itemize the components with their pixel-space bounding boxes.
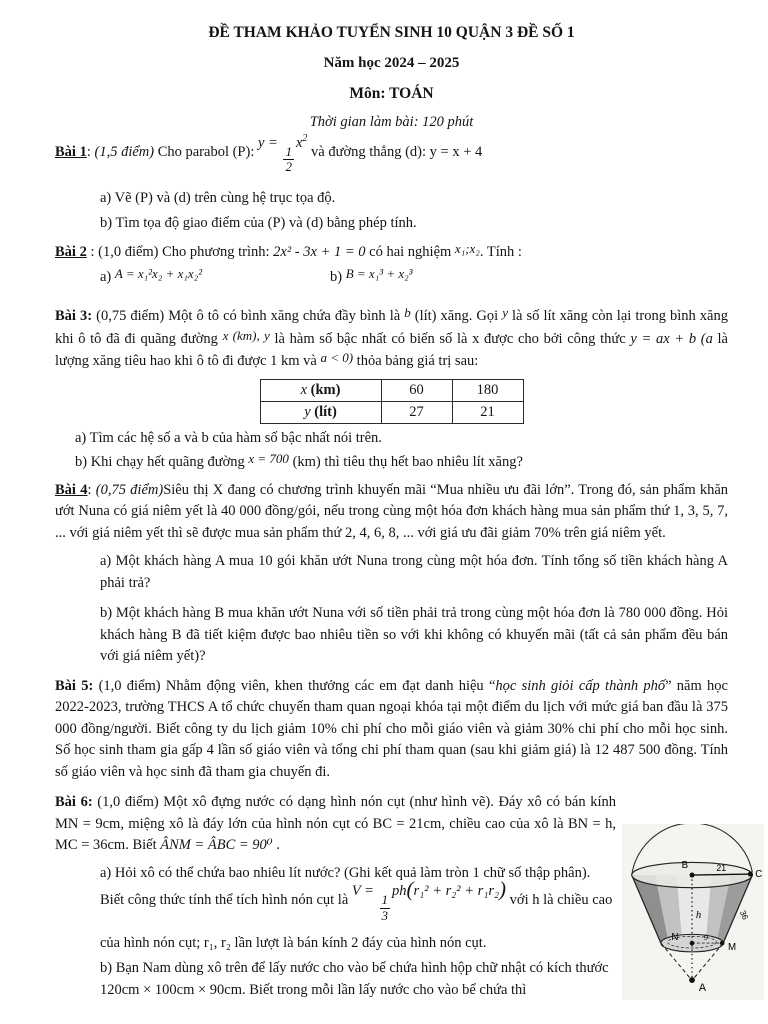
bai3-seg6: km và xyxy=(277,353,321,370)
bai6-item-b: b) Bạn Nam dùng xô trên để lấy nước cho vào bể chứa hình hộp chữ nhật có kích thước 120cm × 100cm × 90cm. Biết trong mỗi lần lấy nước cho vào bể chứa thì xyxy=(100,960,609,998)
bai5-label: Bài 5: xyxy=(55,677,94,694)
section-bai4 xyxy=(55,480,728,668)
vf-open-paren: ( xyxy=(406,877,414,902)
section-bai5 xyxy=(55,676,728,784)
figure-label-9: 9 xyxy=(703,933,708,943)
bai5-seg1: (1,0 điểm) Nhằm động viên, khen thưởng các em đạt danh hiệu “ xyxy=(93,677,496,694)
figure-label-c: C xyxy=(755,869,763,881)
bai3-math-a0: a < 0) xyxy=(320,350,354,366)
bai2-item-b-label: b) xyxy=(330,269,343,286)
radius-bc-line xyxy=(692,874,750,875)
bai2-sep: : xyxy=(86,243,99,260)
bai3-item-b xyxy=(75,451,728,474)
point-c-dot xyxy=(748,872,753,877)
section-bai6 xyxy=(55,792,763,1001)
bai3-item-b-math: x = 700 xyxy=(248,451,289,467)
bai2-mid: có hai nghiệm xyxy=(365,243,455,260)
bai2-items xyxy=(100,266,728,299)
table-cell-y1: 27 xyxy=(381,401,452,423)
bai6-formula-after: với h là chiều cao của hình nón cụt; r₁, r₂ lần lượt là bán kính 2 đáy của hình nón cụt. xyxy=(100,892,613,951)
bai3-seg4: là hàm số bậc nhất có biến số là x được cho bởi công thức xyxy=(269,330,631,347)
bai1-parabola-formula xyxy=(258,128,307,175)
section-bai2 xyxy=(55,241,728,300)
bai4-points: (0,75 điểm) xyxy=(95,481,164,498)
value-table xyxy=(260,379,524,424)
bai1-formula-sup: 2 xyxy=(302,133,308,144)
bai4-item-b: b) Một khách hàng B mua khăn ướt Nuna với số tiền phải trả trong cùng một hóa đơn là 780 000 đồng. Hỏi khách hàng B đã tiết kiệm được bao nhiêu tiền so với khi không có khuyến mãi (tất cả sản phẩm đều bán với giá niêm yết)? xyxy=(100,605,728,665)
bai2-heading xyxy=(55,241,728,264)
table-header-y: y (lít) xyxy=(260,401,381,423)
bai3-item-a: a) Tìm các hệ số a và b của hàm số bậc nhất nói trên. xyxy=(75,429,382,446)
bai3-math-y: y xyxy=(502,305,508,321)
table-cell-x2: 180 xyxy=(452,379,523,401)
vf-body: r₁² + r₂² + r₁r₂ xyxy=(413,883,500,900)
frustum-svg xyxy=(622,824,764,1000)
bai2-item-b xyxy=(330,266,413,299)
figure-label-a: A xyxy=(698,982,706,995)
bai4-item-a: a) Một khách hàng A mua 10 gói khăn ướt Nuna trong cùng một hóa đơn. Tính tổng số tiền khách hàng A phải trả? xyxy=(100,553,728,591)
duration-line: Thời gian làm bài: 120 phút xyxy=(309,114,474,130)
bai3-seg7: thỏa bảng giá trị sau: xyxy=(353,353,479,370)
bai4-body xyxy=(55,480,728,545)
figure-label-b: B xyxy=(681,860,689,872)
bai1-after: và đường thẳng (d): y = x + 4 xyxy=(311,143,483,160)
vf-close-paren: ) xyxy=(499,877,507,902)
vf-mid: ph xyxy=(392,883,407,900)
bai1-item-b: b) Tìm tọa độ giao điểm của (P) và (d) bằng phép tính. xyxy=(100,215,417,232)
figure-label-h: h xyxy=(695,909,702,922)
bai1-points: (1,5 điểm) xyxy=(94,143,155,160)
bai2-equation: 2x² - 3x + 1 = 0 xyxy=(273,243,366,260)
bai3-seg1: Một ô tô có bình xăng chứa đầy bình là xyxy=(164,308,405,325)
bai2-item-a-label: a) xyxy=(100,269,112,286)
school-year: Năm học 2024 – 2025 xyxy=(323,55,460,71)
bai2-label: Bài 2 xyxy=(55,243,87,260)
section-bai3 xyxy=(55,305,728,474)
bai3-item-b-pre: b) Khi chạy hết quãng đường xyxy=(75,454,249,471)
bai2-item-a-formula: A = x₁²x₂ + x₁x₂² xyxy=(114,266,203,282)
bai3-math-1: 1 xyxy=(270,353,278,370)
table-cell-y2: 21 xyxy=(452,401,523,423)
bai6-label: Bài 6: xyxy=(55,794,93,811)
figure-label-36: 36 xyxy=(737,909,750,922)
fraction-one-half: $\frac{1}{2}$ xyxy=(285,143,292,175)
fraction-one-third: $\frac{1}{3}$ xyxy=(381,892,389,923)
bai4-label: Bài 4 xyxy=(55,481,88,498)
bai4-sep: : xyxy=(87,481,96,498)
table-row-y xyxy=(260,401,523,423)
bai2-roots: x₁;x₂ xyxy=(454,240,480,256)
figure-label-21: 21 xyxy=(716,863,727,874)
bai2-tail: . Tính : xyxy=(479,243,522,260)
bai3-math-eq: y = ax + b (a xyxy=(630,330,713,347)
table-header-x: x (km) xyxy=(260,379,381,401)
exam-title: ĐỀ THAM KHẢO TUYỂN SINH 10 QUẬN 3 ĐỀ SỐ 1 xyxy=(208,24,575,41)
bai4-text: Siêu thị X đang có chương trình khuyến mãi “Mua nhiều ưu đãi lớn”. Trong đó, sản phẩm khăn ướt Nuna có giá niêm yết là 40 000 đồng/gói, nếu trong cùng một hóa đơn khách hàng mua sản phẩm thứ 1, 3, 5, 7, ... với giá niêm yết thì sẽ được mua sản phẩm thứ 2, 4, 6, 8, ... với giá ưu đãi giảm 70% trên giá niêm yết. xyxy=(55,481,729,541)
bai6-item-a: a) Hỏi xô có thể chứa bao nhiêu lít nước? (Ghi kết quả làm tròn 1 chữ số thập phân). xyxy=(100,864,591,881)
bai1-item-a: a) Vẽ (P) và (d) trên cùng hệ trục tọa độ. xyxy=(100,189,336,206)
subject-line: Môn: TOÁN xyxy=(349,85,434,102)
volume-formula xyxy=(352,879,506,923)
bai2-intro: Cho phương trình: xyxy=(158,243,274,260)
figure-label-n: N xyxy=(671,932,679,944)
bai1-intro: Cho parabol (P): xyxy=(154,143,258,160)
bai3-body xyxy=(55,305,728,373)
bai3-item-b-post: (km) thì tiêu thụ hết bao nhiêu lít xăng? xyxy=(288,454,523,471)
bai3-seg3: là số lít xăng còn lại trong bình xăng khi ô tô đã đi quãng đường xyxy=(55,308,728,347)
bai3-seg2: (lít) xăng. Gọi xyxy=(410,308,503,325)
bai1-formula-lead: y = xyxy=(257,134,282,151)
point-a-dot xyxy=(689,978,695,984)
bai3-points: (0,75 điểm) xyxy=(92,308,165,325)
bai1-heading xyxy=(55,133,728,184)
bai5-body xyxy=(55,676,728,784)
figure-label-m: M xyxy=(728,942,737,954)
point-n-dot xyxy=(690,941,695,946)
bai2-points: (1,0 điểm) xyxy=(98,243,159,260)
bucket-frustum-figure xyxy=(622,824,764,1000)
bai6-formula-intro: Biết công thức tính thể tích hình nón cụt là xyxy=(100,892,352,909)
bai3-math-b: b xyxy=(404,305,411,321)
bai3-label: Bài 3: xyxy=(55,308,93,325)
bai1-label: Bài 1 xyxy=(55,143,87,160)
vf-lead: V = xyxy=(351,883,378,900)
bai2-item-b-formula: B = x₁³ + x₂³ xyxy=(345,266,413,282)
table-row-x xyxy=(260,379,523,401)
bai3-seg5: là lượng xăng tiêu hao khi ô tô đi được xyxy=(55,330,728,370)
bai2-item-a xyxy=(100,266,330,299)
bai3-math-xkm: x (km), y xyxy=(222,327,270,343)
bai6-seg1: (1,0 điểm) Một xô đựng nước có dạng hình nón cụt (như hình vẽ). Đáy xô có bán kính MN = 9cm, miệng xô là đáy lớn của hình nón cụt có BC = 21cm, chiều cao của xô là BN = h, MC = 36cm. Biết xyxy=(55,794,617,854)
exam-header xyxy=(55,24,728,131)
bai1-formula-var: x xyxy=(295,134,303,151)
bai5-seg2: ” năm học 2022-2023, trường THCS A tổ chức chuyến tham quan ngoại khóa tại một điểm du lịch với mức giá ban đầu là 375 000 đồng/người. Biết công ty du lịch giảm 10% chi phí cho mỗi giáo viên và giảm 30% chi phí cho mỗi học sinh. Số học sinh tham gia gấp 4 lần số giáo viên và tổng chi phí tham quan (sau khi giảm giá) là 12 487 500 đồng. Tính số giáo viên và học sinh đã tham gia chuyến đi. xyxy=(55,677,728,780)
bai6-seg2: . xyxy=(272,837,280,854)
bai6-angles: ÂNM = ÂBC = 90⁰ xyxy=(160,837,273,854)
bai1-sep: : xyxy=(86,143,95,160)
section-bai1 xyxy=(55,133,728,235)
table-cell-x1: 60 xyxy=(381,379,452,401)
bai5-quote: học sinh giỏi cấp thành phố xyxy=(495,677,666,694)
